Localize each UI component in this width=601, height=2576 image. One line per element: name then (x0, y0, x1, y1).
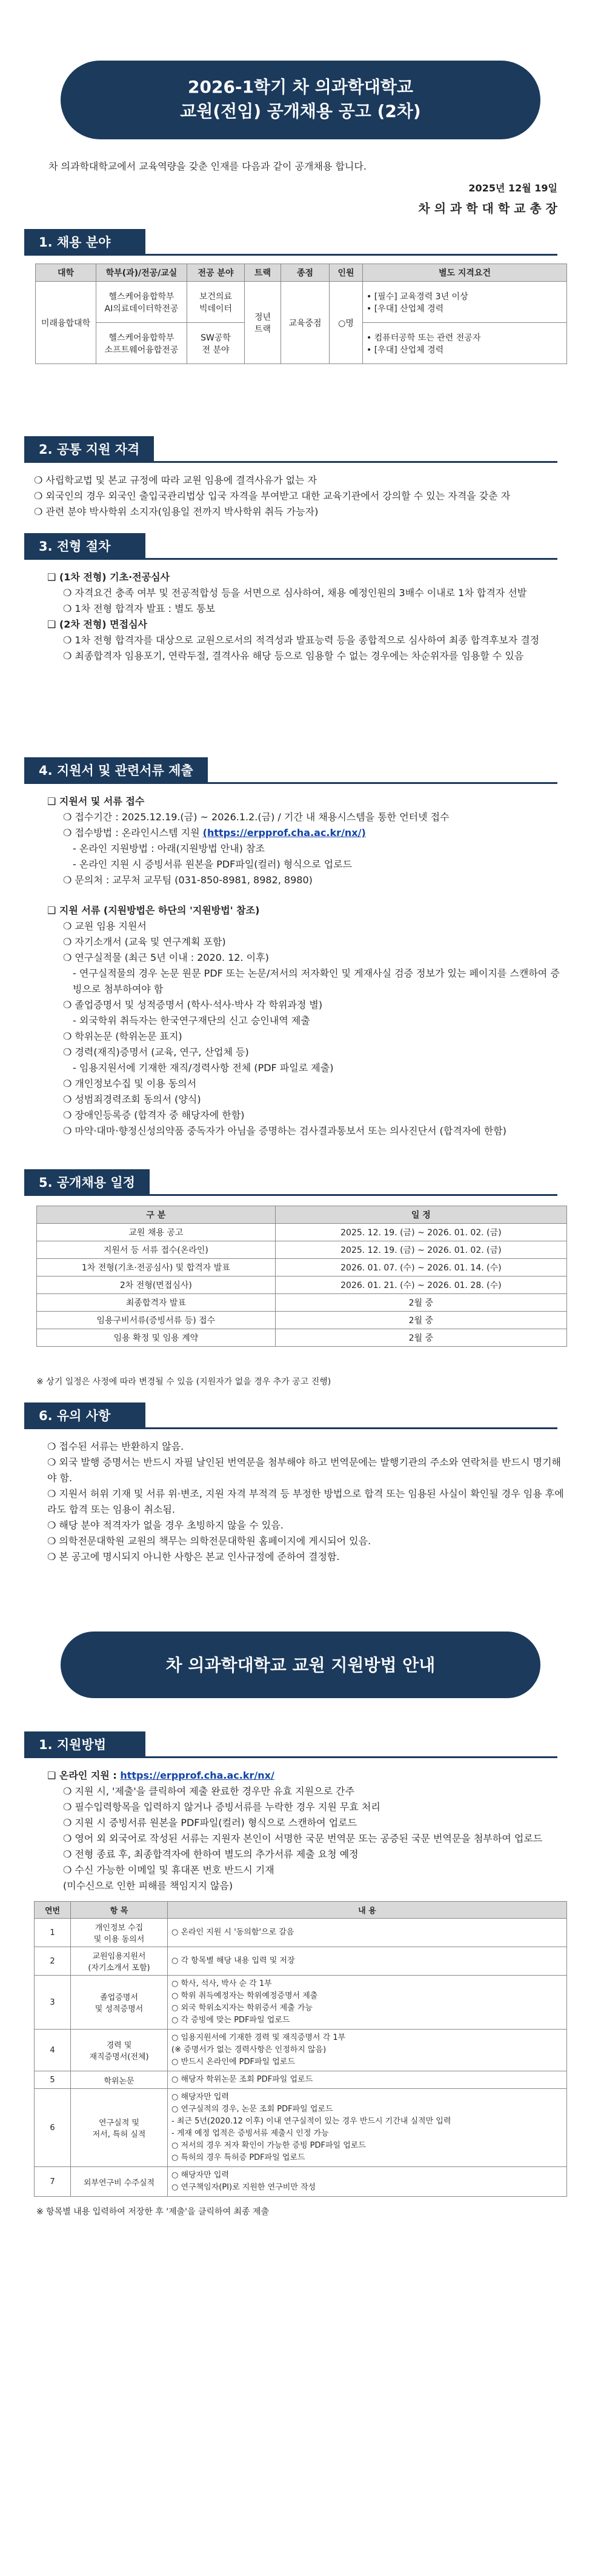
list-item: ❍ 최종합격자 임용포기, 연락두절, 결격사유 해당 등으로 임용할 수 없는 경우에는 차순위자를 임용할 수 있음 (63, 650, 524, 662)
schedule-note: ※ 상기 일정은 사정에 따라 변경될 수 있음 (지원자가 없을 경우 추가 공고 진행) (36, 1377, 331, 1387)
notice-signer: 차 의 과 학 대 학 교 총 장 (418, 201, 557, 216)
schedule-step: 1차 전형(기초·전공심사) 및 합격자 발표 (37, 1259, 276, 1276)
list-item: ❍ 해당 분야 적격자가 없을 경우 초빙하지 않을 수 있음. (47, 1519, 284, 1531)
col-header: 연번 (35, 1902, 71, 1919)
guide-desc-cell: ○ 해당자만 입력 ○ 연구실적의 경우, 논문 조회 PDF파일 업로드 - 최근 5년(2020.12 이후) 이내 연구실적이 있는 경우 반드시 기간내 실적만 입력 - 게재 예정 업적은 증빙서류 제출시 인정 가능 ○ 저서의 경우 저자 확인이 가능한 증빙 PDF파일 업로드 ○ 특허의 경우 특허증 PDF파일 업로드 (168, 2089, 567, 2167)
schedule-date: 2월 중 (275, 1294, 566, 1312)
table-row (37, 1259, 567, 1276)
sub-heading: ❑ (1차 전형) 기초·전공심사 (47, 571, 170, 583)
guide-desc-cell: ○ 온라인 지원 시 '동의함'으로 갈음 (168, 1919, 567, 1947)
schedule-step: 최종합격자 발표 (37, 1294, 276, 1312)
guide-no-cell: 1 (35, 1919, 71, 1947)
col-header: 인원 (330, 264, 363, 282)
online-apply-link[interactable]: https://erpprof.cha.ac.kr/nx/ (120, 1770, 274, 1781)
section-6-title: 6. 유의 사항 (24, 1403, 145, 1429)
list-item: ❍ 영어 외 외국어로 작성된 서류는 지원자 본인이 서명한 국문 번역문 또는 공증된 국문 번역문을 첨부하여 업로드 (63, 1833, 543, 1844)
col-header: 학부(과)/전공/교실 (96, 264, 187, 282)
section-4-title: 4. 지원서 및 관련서류 제출 (24, 757, 208, 784)
col-header: 트랙 (245, 264, 281, 282)
list-item: ❍ 접수된 서류는 반환하지 않음. (47, 1441, 184, 1452)
list-item: ❍ 장애인등록증 (합격자 중 해당자에 한함) (63, 1109, 245, 1121)
recruit-field-table (35, 264, 567, 364)
table-row (37, 1276, 567, 1294)
guide-desc-cell: ○ 해당자 학위논문 조회 PDF파일 업로드 (168, 2071, 567, 2089)
col-header: 내 용 (168, 1902, 567, 1919)
guide-item-cell: 개인정보 수집 및 이용 동의서 (71, 1919, 168, 1947)
list-item: - 외국학위 취득자는 한국연구재단의 신고 승인내역 제출 (73, 1015, 310, 1026)
focus-cell: 교육중점 (281, 282, 330, 364)
field-cell: SW공학 전 분야 (187, 323, 245, 364)
schedule-step: 교원 채용 공고 (37, 1224, 276, 1241)
list-item: ❍ 접수기간 : 2025.12.19.(금) ~ 2026.1.2.(금) / 기간 내 채용시스템을 통한 언터넷 접수 (63, 811, 450, 823)
guide-desc-cell: ○ 각 항목별 해당 내용 입력 및 저장 (168, 1947, 567, 1976)
guide-item-cell: 학위논문 (71, 2071, 168, 2089)
list-item: ❍ 외국 발행 증명서는 반드시 자필 날인된 번역문을 첨부해야 하고 번역문에는 발행기관의 주소와 연락처를 반드시 명기해야 함. (47, 1456, 561, 1484)
section-1-title: 1. 채용 분야 (24, 229, 145, 256)
table-row (37, 1224, 567, 1241)
guide-no-cell: 5 (35, 2071, 71, 2089)
list-item: ❍ 의학전문대학원 교원의 책무는 의학전문대학원 홈페이지에 게시되어 있음. (47, 1535, 371, 1547)
schedule-date: 2025. 12. 19. (금) ~ 2026. 01. 02. (금) (275, 1224, 566, 1241)
list-item: ❍ 접수방법 : 온라인시스템 지원 (https://erpprof.cha.ac.kr/nx/) (63, 827, 366, 838)
guide-desc-cell: ○ 학사, 석사, 박사 순 각 1부 ○ 학위 취득예정자는 학위예정증명서 제출 ○ 외국 학위소지자는 학위증서 제출 가능 ○ 각 증빙에 맞는 PDF파일 업로드 (168, 1976, 567, 2030)
list-item: ❍ 필수입력항목을 입력하지 않거나 증빙서류를 누락한 경우 지원 무효 처리 (63, 1801, 380, 1813)
guide-desc-cell: ○ 해당자만 입력 ○ 연구책임자(PI)로 지원한 연구비만 작성 (168, 2167, 567, 2197)
table-row (35, 2071, 567, 2089)
required-docs-list (34, 918, 567, 1139)
guide-no-cell: 3 (35, 1976, 71, 2030)
section-2-title: 2. 공통 지원 자격 (24, 436, 154, 463)
section-4-header (24, 757, 557, 784)
section-6-header (24, 1403, 557, 1429)
list-item: ❍ 사립학교법 및 본교 규정에 따라 교원 임용에 결격사유가 없는 자 (34, 474, 317, 486)
sub-heading: ❑ 지원 서류 (지원방법은 하단의 '지원방법' 참조) (47, 905, 260, 916)
sub-heading: ❑ (2차 전형) 면접심사 (47, 619, 148, 630)
list-item: ❍ 지원 시 증빙서류 원본을 PDF파일(컬러) 형식으로 스캔하여 업로드 (63, 1817, 357, 1828)
guide-no-cell: 7 (35, 2167, 71, 2197)
table-row (35, 1947, 567, 1976)
notice-intro: 차 의과학대학교에서 교육역량을 갖춘 인재를 다음과 같이 공개채용 합니다. (48, 161, 367, 172)
section-3-body (34, 569, 567, 664)
list-item: ❍ 교원 임용 지원서 (63, 920, 147, 932)
section-5-title: 5. 공개채용 일정 (24, 1169, 150, 1196)
dept-cell: 헬스케어융합학부 AI의료데이터학전공 (96, 282, 187, 323)
notice-date: 2025년 12월 19일 (468, 182, 557, 194)
list-item: ❍ 지원 시, '제출'을 클릭하여 제출 완료한 경우만 유효 지원으로 간주 (63, 1785, 354, 1797)
guide-item-cell: 졸업증명서 및 성적증명서 (71, 1976, 168, 2030)
table-header-row (37, 1206, 567, 1224)
guide-section-title: 1. 지원방법 (24, 1731, 145, 1758)
col-header: 일 정 (275, 1206, 566, 1224)
col-header: 구 분 (37, 1206, 276, 1224)
section-3-header (24, 533, 557, 560)
guide-item-cell: 연구실적 및 저서, 특허 실적 (71, 2089, 168, 2167)
table-row (37, 1312, 567, 1329)
table-row (35, 2089, 567, 2167)
list-item: ❍ 관련 분야 박사학위 소지자(임용일 전까지 박사학위 취득 가능자) (34, 506, 319, 517)
guide-doc-table (34, 1901, 567, 2197)
table-row (37, 1294, 567, 1312)
list-item: (미수신으로 인한 피해를 책임지지 않음) (63, 1880, 233, 1891)
guide-item-cell: 경력 및 재직증명서(전체) (71, 2030, 168, 2071)
list-item: ❍ 성범죄경력조회 동의서 (양식) (63, 1094, 201, 1105)
table-row (35, 1919, 567, 1947)
list-item: ❍ 자기소개서 (교육 및 연구계획 포함) (63, 936, 226, 948)
table-row (35, 2167, 567, 2197)
col-header: 대학 (36, 264, 96, 282)
guide-title-banner: 차 의과학대학교 교원 지원방법 안내 (61, 1632, 540, 1698)
section-6-body (34, 1439, 567, 1565)
section-4-body (34, 794, 567, 1139)
section-2-header (24, 436, 557, 463)
col-header: 항 목 (71, 1902, 168, 1919)
schedule-step: 임용 확정 및 임용 계약 (37, 1329, 276, 1347)
section-1-header (24, 229, 557, 256)
guide-note: ※ 항목별 내용 입력하여 저장한 후 '제출'을 클릭하여 최종 제출 (36, 2207, 270, 2217)
guide-body (34, 1768, 567, 1894)
req-cell: • 컴퓨터공학 또는 관련 전공자 • [우대] 산업체 경력 (363, 323, 567, 364)
schedule-date: 2월 중 (275, 1312, 566, 1329)
list-item: ❍ 수신 가능한 이메일 및 휴대폰 번호 반드시 기재 (63, 1864, 274, 1876)
table-header-row (36, 264, 567, 282)
schedule-date: 2026. 01. 21. (수) ~ 2026. 01. 28. (수) (275, 1276, 566, 1294)
guide-no-cell: 2 (35, 1947, 71, 1976)
list-item: ❍ 본 공고에 명시되지 아니한 사항은 본교 인사규정에 준하여 결정함. (47, 1551, 340, 1562)
col-header: 전공 분야 (187, 264, 245, 282)
list-item: ❍ 문의처 : 교무처 교무팀 (031-850-8981, 8982, 8980) (63, 874, 313, 886)
notice-title-banner (61, 61, 540, 139)
col-header: 종점 (281, 264, 330, 282)
table-row (36, 282, 567, 323)
sub-heading: ❑ 지원서 및 서류 접수 (47, 795, 145, 807)
dept-cell: 헬스케어융합학부 소프트웨어융합전공 (96, 323, 187, 364)
sub-heading: ❑ 온라인 지원 : https://erpprof.cha.ac.kr/nx/ (47, 1770, 274, 1781)
list-item: ❍ 자격요건 충족 여부 및 전공적합성 등을 서면으로 심사하여, 채용 예정인원의 3배수 이내로 1차 합격자 선발 (63, 587, 527, 599)
list-item: ❍ 개인정보수집 및 이용 동의서 (63, 1078, 197, 1089)
list-item: ❍ 학위논문 (학위논문 표지) (63, 1031, 182, 1042)
college-cell: 미래융합대학 (36, 282, 96, 364)
list-item: ❍ 경력(재직)증명서 (교육, 연구, 산업체 등) (63, 1046, 249, 1058)
list-item: - 임용지원서에 기재한 재직/경력사항 전체 (PDF 파일로 제출) (73, 1062, 334, 1074)
track-cell: 정년 트랙 (245, 282, 281, 364)
list-item: ❍ 1차 전형 합격자를 대상으로 교원으로서의 적격성과 발표능력 등을 종합적으로 심사하여 최종 합격후보자 결정 (63, 634, 540, 646)
list-item: ❍ 전형 종료 후, 최종합격자에 한하여 별도의 추가서류 제출 요청 예정 (63, 1848, 359, 1860)
schedule-date: 2025. 12. 19. (금) ~ 2026. 01. 02. (금) (275, 1241, 566, 1259)
schedule-step: 2차 전형(면접심사) (37, 1276, 276, 1294)
list-item: - 온라인 지원 시 증빙서류 원본을 PDF파일(컬러) 형식으로 업로드 (73, 858, 353, 870)
col-header: 별도 지격요건 (363, 264, 567, 282)
schedule-date: 2026. 01. 07. (수) ~ 2026. 01. 14. (수) (275, 1259, 566, 1276)
guide-section-header (24, 1731, 557, 1758)
table-row (37, 1241, 567, 1259)
list-item: ❍ 외국인의 경우 외국인 출입국관리법상 입국 자격을 부여받고 대한 교육기관에서 강의할 수 있는 자격을 갖춘 자 (34, 490, 511, 502)
table-row (37, 1329, 567, 1347)
section-2-body (34, 473, 567, 520)
list-item: ❍ 마약·대마·향정신성의약품 중독자가 아님을 증명하는 검사결과통보서 또는 의사진단서 (합격자에 한함) (63, 1125, 506, 1137)
list-item: ❍ 지원서 허위 기재 및 서류 위·변조, 지원 자격 부적격 등 부정한 방법으로 합격 또는 임용된 사실이 확인될 경우 임용 후에라도 합격 또는 임용이 취소됨. (47, 1488, 564, 1515)
req-cell: • [필수] 교육경력 3년 이상 • [우대] 산업체 경력 (363, 282, 567, 323)
count-cell: ○명 (330, 282, 363, 364)
list-item: ❍ 졸업증명서 및 성적증명서 (학사·석사·박사 각 학위과정 별) (63, 999, 323, 1011)
list-item: - 온라인 지원방법 : 아래(지원방법 안내) 참조 (73, 843, 265, 854)
guide-item-cell: 교원임용지원서 (자기소개서 포함) (71, 1947, 168, 1976)
guide-no-cell: 4 (35, 2030, 71, 2071)
notice-title-line1: 2026-1학기 차 의과학대학교 (188, 77, 413, 97)
schedule-step: 지원서 등 서류 접수(온라인) (37, 1241, 276, 1259)
schedule-date: 2월 중 (275, 1329, 566, 1347)
schedule-step: 임용구비서류(증빙서류 등) 접수 (37, 1312, 276, 1329)
schedule-table (36, 1206, 567, 1347)
apply-system-link[interactable]: (https://erpprof.cha.ac.kr/nx/) (202, 827, 366, 838)
table-row (35, 1976, 567, 2030)
field-cell: 보건의료 빅데이터 (187, 282, 245, 323)
table-row (35, 2030, 567, 2071)
table-header-row (35, 1902, 567, 1919)
section-3-title: 3. 전형 절차 (24, 533, 145, 560)
notice-title-line2: 교원(전임) 공개채용 공고 (2차) (180, 101, 421, 121)
guide-no-cell: 6 (35, 2089, 71, 2167)
guide-desc-cell: ○ 임용지원서에 기재한 경력 및 재직증명서 각 1부 (※ 증명서가 없는 경력사항은 인정하지 않음) ○ 반드시 온라인에 PDF파일 업로드 (168, 2030, 567, 2071)
list-item: ❍ 연구실적물 (최근 5년 이내 : 2020. 12. 이후) (63, 952, 269, 963)
list-item: - 연구실적물의 경우 논문 원문 PDF 또는 논문/저서의 저자확인 및 게재사실 검증 정보가 있는 페이지를 스캔하여 증빙으로 첨부하여야 함 (73, 968, 560, 995)
list-item: ❍ 1차 전형 합격자 발표 : 별도 통보 (63, 603, 215, 614)
section-5-header (24, 1169, 557, 1196)
guide-item-cell: 외부연구비 수주실적 (71, 2167, 168, 2197)
